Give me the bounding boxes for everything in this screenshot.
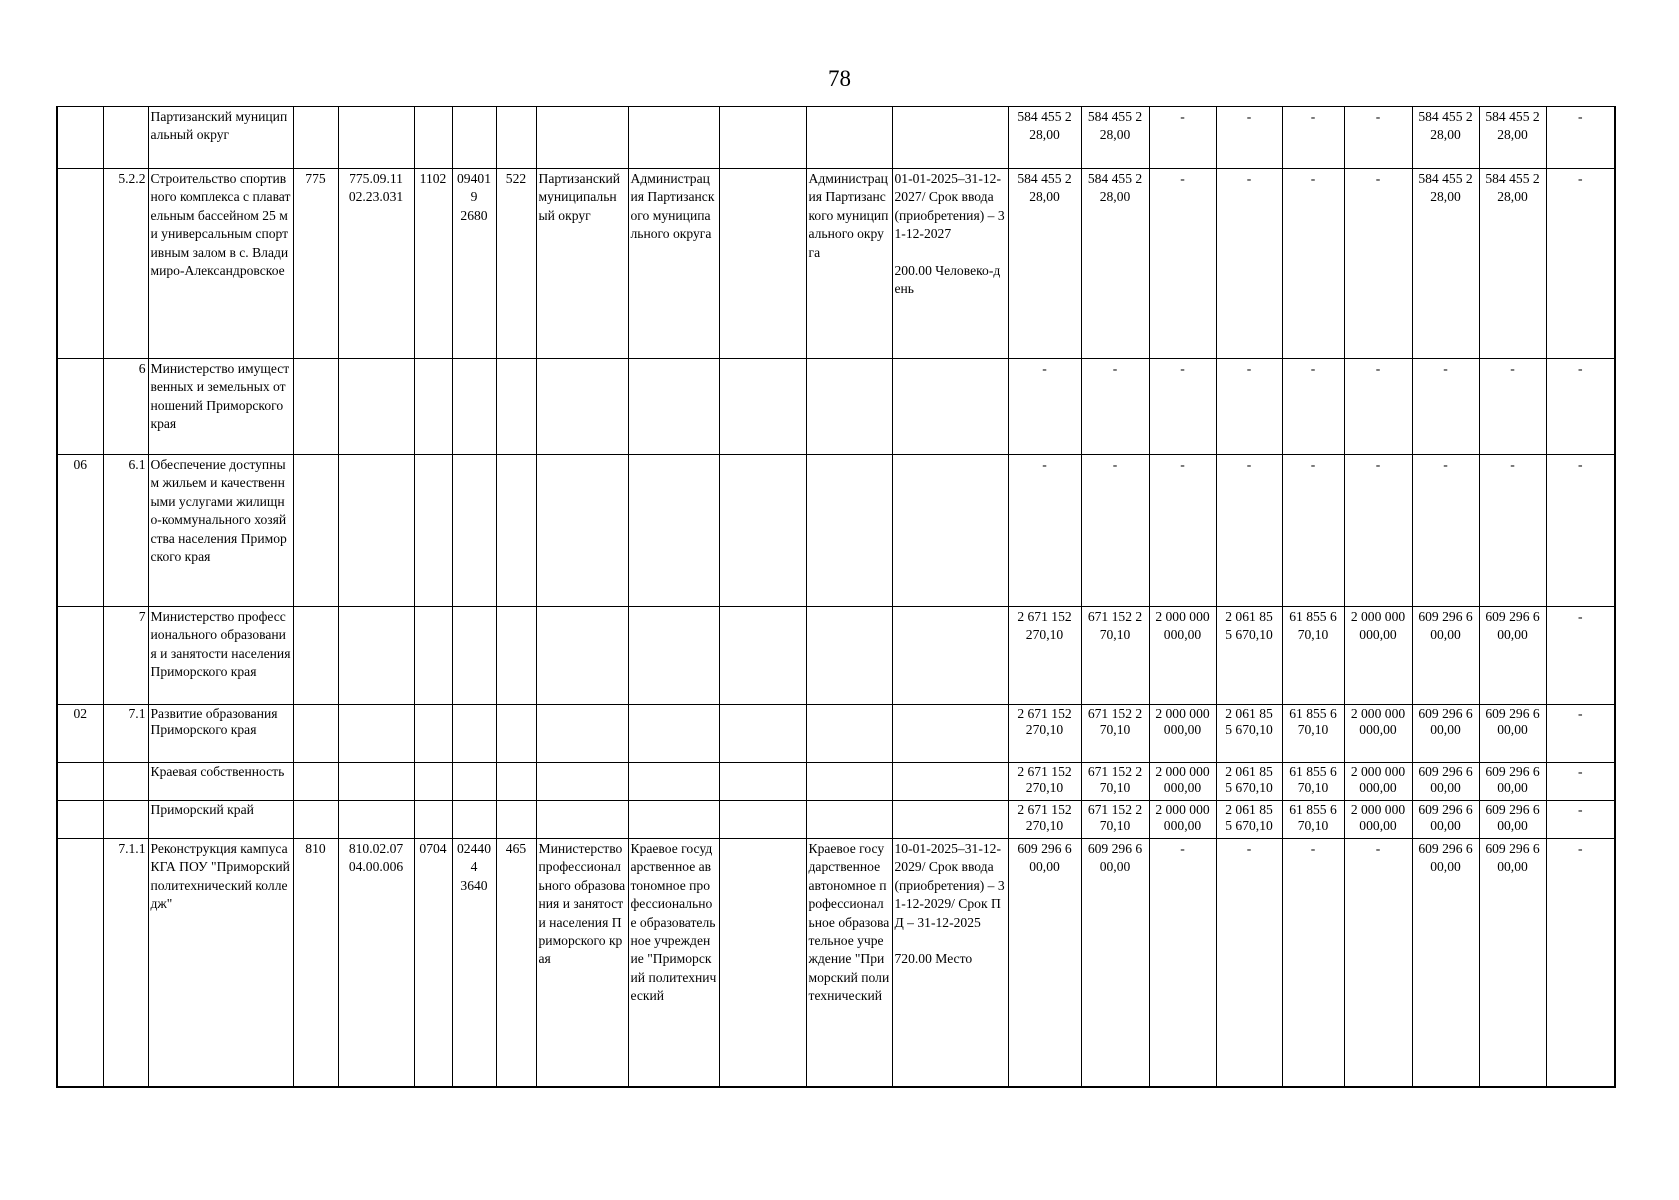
value-cell: - — [1412, 359, 1479, 455]
terms-cell — [892, 455, 1008, 607]
target-item-cell — [452, 107, 496, 169]
expense-type-cell — [496, 455, 536, 607]
gr-cell: 775 — [293, 169, 338, 359]
gr-cell — [293, 359, 338, 455]
code-cell — [57, 801, 103, 839]
target-item-cell — [452, 607, 496, 705]
number-cell: 5.2.2 — [103, 169, 148, 359]
value-cell: - — [1546, 763, 1615, 801]
name-cell: Реконструкция кампуса КГА ПОУ "Приморский политехнический колледж" — [148, 839, 293, 1087]
value-cell: 2 061 85 5 670,10 — [1216, 763, 1282, 801]
code-cell — [57, 359, 103, 455]
name-cell: Приморский край — [148, 801, 293, 839]
value-cell: 2 061 85 5 670,10 — [1216, 607, 1282, 705]
builder-cell — [806, 763, 892, 801]
total-cost-cell: - — [1008, 455, 1081, 607]
owner-cell: Министерство профессионального образования и занятости населения Приморского края — [536, 839, 628, 1087]
value-cell: - — [1546, 705, 1615, 763]
expense-type-cell — [496, 359, 536, 455]
value-cell: 2 000 000 000,00 — [1344, 607, 1412, 705]
empty-cell — [719, 763, 806, 801]
builder-cell — [806, 107, 892, 169]
name-cell: Развитие образования Приморского края — [148, 705, 293, 763]
value-cell: 609 296 6 00,00 — [1479, 607, 1546, 705]
section-cell — [414, 607, 452, 705]
terms-cell — [892, 107, 1008, 169]
object-code-cell — [338, 107, 414, 169]
table-row — [57, 359, 1615, 455]
name-cell: Партизанский муниципальный округ — [148, 107, 293, 169]
value-cell: - — [1282, 455, 1344, 607]
total-cost-cell: 584 455 2 28,00 — [1008, 107, 1081, 169]
expense-type-cell — [496, 107, 536, 169]
section-cell — [414, 705, 452, 763]
empty-cell — [719, 607, 806, 705]
object-code-cell — [338, 801, 414, 839]
gr-cell — [293, 801, 338, 839]
value-cell: 584 455 2 28,00 — [1412, 107, 1479, 169]
name-cell: Строительство спортивного комплекса с плавательным бассейном 25 м и универсальным спортивным залом в с. Владимиро-Александровское — [148, 169, 293, 359]
value-cell: 671 152 2 70,10 — [1081, 763, 1149, 801]
value-cell: - — [1344, 455, 1412, 607]
value-cell: - — [1546, 455, 1615, 607]
value-cell: - — [1216, 107, 1282, 169]
value-cell: 2 000 000 000,00 — [1149, 801, 1216, 839]
gr-cell — [293, 107, 338, 169]
value-cell: 609 296 6 00,00 — [1412, 705, 1479, 763]
name-cell: Министерство имущественных и земельных отношений Приморского края — [148, 359, 293, 455]
value-cell: 2 000 000 000,00 — [1344, 705, 1412, 763]
name-cell: Краевая собственность — [148, 763, 293, 801]
code-cell — [57, 107, 103, 169]
terms-cell — [892, 763, 1008, 801]
value-cell: 584 455 2 28,00 — [1081, 107, 1149, 169]
table-row — [57, 763, 1615, 801]
value-cell: 609 296 6 00,00 — [1479, 839, 1546, 1087]
total-cost-cell: 2 671 152 270,10 — [1008, 801, 1081, 839]
gr-cell — [293, 705, 338, 763]
section-cell — [414, 801, 452, 839]
customer-cell — [628, 607, 719, 705]
empty-cell — [719, 107, 806, 169]
terms-cell — [892, 359, 1008, 455]
value-cell: - — [1546, 359, 1615, 455]
object-code-cell — [338, 359, 414, 455]
builder-cell: Администрация Партизанского муниципального округа — [806, 169, 892, 359]
value-cell: - — [1479, 455, 1546, 607]
builder-cell — [806, 359, 892, 455]
table-row — [57, 607, 1615, 705]
total-cost-cell: 609 296 6 00,00 — [1008, 839, 1081, 1087]
total-cost-cell: 2 671 152 270,10 — [1008, 705, 1081, 763]
table-row — [57, 705, 1615, 763]
value-cell: - — [1149, 839, 1216, 1087]
value-cell: 609 296 6 00,00 — [1479, 801, 1546, 839]
target-item-cell: 094019 2680 — [452, 169, 496, 359]
value-cell: - — [1282, 169, 1344, 359]
total-cost-cell: - — [1008, 359, 1081, 455]
object-code-cell — [338, 455, 414, 607]
empty-cell — [719, 455, 806, 607]
owner-cell — [536, 455, 628, 607]
code-cell: 02 — [57, 705, 103, 763]
section-cell — [414, 107, 452, 169]
value-cell: - — [1081, 455, 1149, 607]
empty-cell — [719, 705, 806, 763]
value-cell: 671 152 2 70,10 — [1081, 705, 1149, 763]
owner-cell — [536, 763, 628, 801]
customer-cell — [628, 705, 719, 763]
value-cell: - — [1546, 607, 1615, 705]
name-cell: Министерство профессионального образования и занятости населения Приморского края — [148, 607, 293, 705]
value-cell: - — [1344, 107, 1412, 169]
terms-cell: 01-01-2025–31-12-2027/ Срок ввода (приобретения) – 31-12-2027 200.00 Человеко-день — [892, 169, 1008, 359]
empty-cell — [719, 169, 806, 359]
value-cell: 609 296 6 00,00 — [1412, 607, 1479, 705]
value-cell: - — [1216, 455, 1282, 607]
customer-cell — [628, 455, 719, 607]
number-cell — [103, 107, 148, 169]
value-cell: 584 455 2 28,00 — [1479, 169, 1546, 359]
expense-type-cell — [496, 801, 536, 839]
owner-cell — [536, 607, 628, 705]
value-cell: 2 000 000 000,00 — [1344, 763, 1412, 801]
value-cell: 2 061 85 5 670,10 — [1216, 705, 1282, 763]
expense-type-cell — [496, 763, 536, 801]
owner-cell — [536, 801, 628, 839]
value-cell: 609 296 6 00,00 — [1479, 763, 1546, 801]
gr-cell — [293, 455, 338, 607]
number-cell: 6.1 — [103, 455, 148, 607]
value-cell: - — [1216, 169, 1282, 359]
object-code-cell: 775.09.11 02.23.031 — [338, 169, 414, 359]
target-item-cell — [452, 359, 496, 455]
code-cell: 06 — [57, 455, 103, 607]
value-cell: - — [1149, 359, 1216, 455]
builder-cell: Краевое государственное автономное профессиональное образовательное учреждение "Приморский политехнический — [806, 839, 892, 1087]
value-cell: 609 296 6 00,00 — [1081, 839, 1149, 1087]
value-cell: 609 296 6 00,00 — [1412, 801, 1479, 839]
object-code-cell — [338, 607, 414, 705]
builder-cell — [806, 705, 892, 763]
owner-cell — [536, 359, 628, 455]
value-cell: 609 296 6 00,00 — [1412, 839, 1479, 1087]
total-cost-cell: 2 671 152 270,10 — [1008, 763, 1081, 801]
value-cell: - — [1546, 169, 1615, 359]
value-cell: 61 855 6 70,10 — [1282, 763, 1344, 801]
name-cell: Обеспечение доступным жильем и качественными услугами жилищно-коммунального хозяйства населения Приморского края — [148, 455, 293, 607]
terms-cell — [892, 801, 1008, 839]
table-row — [57, 839, 1615, 1087]
section-cell — [414, 763, 452, 801]
terms-cell — [892, 705, 1008, 763]
table-row — [57, 801, 1615, 839]
page-number: 78 — [828, 66, 851, 91]
empty-cell — [719, 801, 806, 839]
value-cell: - — [1216, 839, 1282, 1087]
code-cell — [57, 763, 103, 801]
terms-cell: 10-01-2025–31-12-2029/ Срок ввода (приобретения) – 31-12-2029/ Срок ПД – 31-12-2025 720.00 Место — [892, 839, 1008, 1087]
customer-cell — [628, 107, 719, 169]
value-cell: - — [1149, 455, 1216, 607]
target-item-cell — [452, 455, 496, 607]
value-cell: 584 455 2 28,00 — [1479, 107, 1546, 169]
value-cell: - — [1282, 359, 1344, 455]
expense-type-cell: 465 — [496, 839, 536, 1087]
value-cell: 584 455 2 28,00 — [1412, 169, 1479, 359]
object-code-cell — [338, 705, 414, 763]
value-cell: - — [1344, 359, 1412, 455]
value-cell: - — [1412, 455, 1479, 607]
customer-cell — [628, 763, 719, 801]
object-code-cell: 810.02.07 04.00.006 — [338, 839, 414, 1087]
value-cell: - — [1479, 359, 1546, 455]
object-code-cell — [338, 763, 414, 801]
expense-type-cell — [496, 607, 536, 705]
section-cell — [414, 455, 452, 607]
code-cell — [57, 607, 103, 705]
owner-cell: Партизанский муниципальный округ — [536, 169, 628, 359]
value-cell: - — [1546, 107, 1615, 169]
customer-cell: Администрация Партизанского муниципального округа — [628, 169, 719, 359]
value-cell: - — [1081, 359, 1149, 455]
builder-cell — [806, 801, 892, 839]
number-cell — [103, 763, 148, 801]
value-cell: - — [1282, 107, 1344, 169]
gr-cell — [293, 607, 338, 705]
value-cell: 671 152 2 70,10 — [1081, 607, 1149, 705]
number-cell: 7.1 — [103, 705, 148, 763]
section-cell: 0704 — [414, 839, 452, 1087]
value-cell: 2 000 000 000,00 — [1344, 801, 1412, 839]
value-cell: 2 000 000 000,00 — [1149, 607, 1216, 705]
empty-cell — [719, 839, 806, 1087]
code-cell — [57, 839, 103, 1087]
value-cell: 61 855 6 70,10 — [1282, 705, 1344, 763]
value-cell: - — [1216, 359, 1282, 455]
value-cell: 609 296 6 00,00 — [1412, 763, 1479, 801]
expense-type-cell: 522 — [496, 169, 536, 359]
customer-cell: Краевое государственное автономное профессиональное образовательное учреждение "Приморский политехнический — [628, 839, 719, 1087]
value-cell: - — [1546, 839, 1615, 1087]
owner-cell — [536, 107, 628, 169]
target-item-cell — [452, 763, 496, 801]
number-cell: 7 — [103, 607, 148, 705]
builder-cell — [806, 607, 892, 705]
value-cell: 2 061 85 5 670,10 — [1216, 801, 1282, 839]
customer-cell — [628, 359, 719, 455]
section-cell — [414, 359, 452, 455]
target-item-cell — [452, 801, 496, 839]
value-cell: 671 152 2 70,10 — [1081, 801, 1149, 839]
target-item-cell: 024404 3640 — [452, 839, 496, 1087]
builder-cell — [806, 455, 892, 607]
total-cost-cell: 584 455 2 28,00 — [1008, 169, 1081, 359]
gr-cell: 810 — [293, 839, 338, 1087]
table-row — [57, 169, 1615, 359]
target-item-cell — [452, 705, 496, 763]
table-row — [57, 107, 1615, 169]
number-cell: 6 — [103, 359, 148, 455]
section-cell: 1102 — [414, 169, 452, 359]
code-cell — [57, 169, 103, 359]
table-row — [57, 455, 1615, 607]
number-cell: 7.1.1 — [103, 839, 148, 1087]
customer-cell — [628, 801, 719, 839]
table-body — [57, 107, 1615, 1087]
investment-table — [56, 106, 1616, 1088]
value-cell: 2 000 000 000,00 — [1149, 763, 1216, 801]
value-cell: - — [1149, 169, 1216, 359]
gr-cell — [293, 763, 338, 801]
terms-cell — [892, 607, 1008, 705]
value-cell: - — [1546, 801, 1615, 839]
value-cell: 2 000 000 000,00 — [1149, 705, 1216, 763]
value-cell: 61 855 6 70,10 — [1282, 801, 1344, 839]
empty-cell — [719, 359, 806, 455]
total-cost-cell: 2 671 152 270,10 — [1008, 607, 1081, 705]
value-cell: - — [1282, 839, 1344, 1087]
value-cell: - — [1344, 169, 1412, 359]
expense-type-cell — [496, 705, 536, 763]
owner-cell — [536, 705, 628, 763]
value-cell: - — [1149, 107, 1216, 169]
value-cell: 609 296 6 00,00 — [1479, 705, 1546, 763]
value-cell: 61 855 6 70,10 — [1282, 607, 1344, 705]
value-cell: 584 455 2 28,00 — [1081, 169, 1149, 359]
value-cell: - — [1344, 839, 1412, 1087]
number-cell — [103, 801, 148, 839]
